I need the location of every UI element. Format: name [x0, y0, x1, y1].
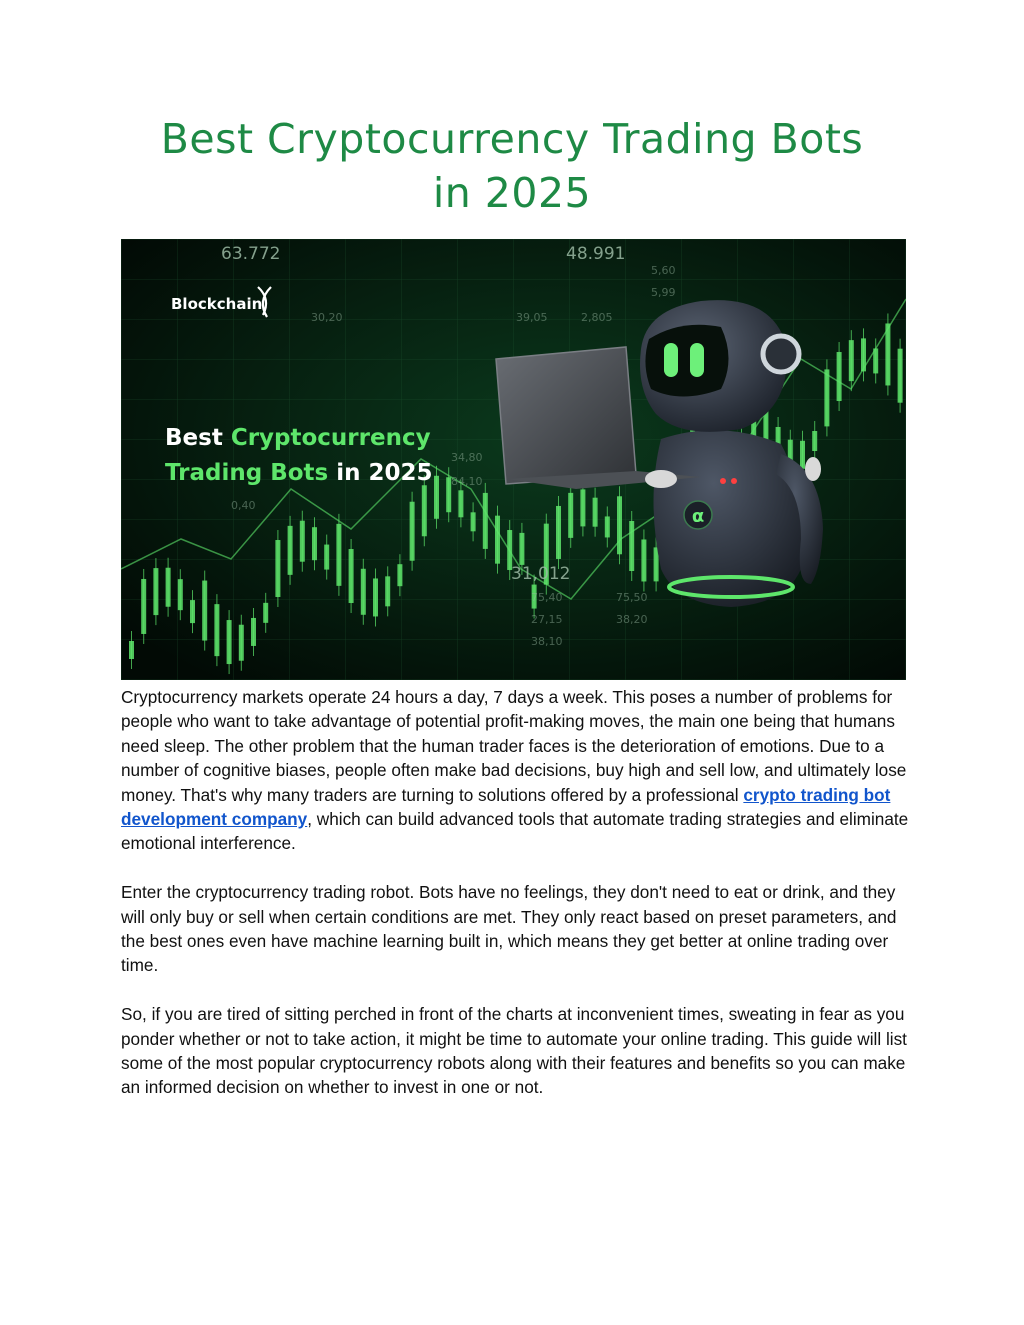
crypto-trading-bot-link[interactable]: crypto trading bot development company: [121, 784, 891, 830]
paragraph-3: So, if you are tired of sitting perched in front of the charts at inconvenient times, sweating in fear as you ponder whether or not to take action, it might be time to automate your online trading. This guide will list some of the most popular cryptocurrency robots along with their features and benefits so you can make an informed decision on whether to invest in one or not.: [121, 1004, 907, 1098]
hero-illustration: [121, 239, 906, 680]
svg-text:Best Cryptocurrency: [165, 425, 431, 451]
headline-green-1: Cryptocurrency: [230, 425, 431, 451]
ticker-value: 38,20: [616, 613, 648, 626]
page-title-line-2: in 2025: [432, 169, 592, 217]
ticker-value: 75,50: [616, 591, 648, 604]
ticker-value: 5,60: [651, 264, 676, 277]
headline-green-2: Trading Bots: [165, 460, 329, 486]
ticker-value: 38,10: [531, 635, 563, 648]
svg-text:Trading Bots in 2025: [165, 460, 433, 486]
paragraph-2: Enter the cryptocurrency trading robot. Bots have no feelings, they don't need to eat or drink, and they will only buy or sell when certain conditions are met. They only react based on preset parameters, and the best ones even have machine learning built in, which means they get better at online trading over time.: [121, 882, 897, 976]
hero-image: [121, 239, 906, 680]
ticker-value: 75,40: [531, 591, 563, 604]
ticker-value: 31,012: [511, 564, 571, 584]
ticker-value: 5,99: [651, 286, 676, 299]
ticker-value: 2,805: [581, 311, 613, 324]
svg-text:α: α: [691, 506, 705, 527]
laptop-screen: [496, 347, 636, 484]
brand-text: Blockchain: [171, 295, 263, 313]
ticker-value: 34,80: [451, 451, 483, 464]
ticker-value: 48.991: [566, 244, 626, 264]
ticker-value: 0,40: [231, 499, 256, 512]
headline-white-2: in 2025: [328, 460, 433, 486]
ticker-value: 63.772: [221, 244, 281, 264]
paragraph-1: Cryptocurrency markets operate 24 hours a day, 7 days a week. This poses a number of problems for people who want to take advantage of potential profit-making moves, the main one being that humans need sleep. The other problem that the human trader faces is the deterioration of emotions. Due to a number of cognitive biases, people often make bad decisions, buy high and sell low, and ultimately lose money. That's why many traders are turning to solutions offered by a professional crypto trading bot development company, which can build advanced tools that automate trading strategies and eliminate emotional interference.: [121, 687, 909, 854]
ticker-value: 27,15: [531, 613, 563, 626]
article-body: [121, 685, 911, 1124]
ticker-value: 39,05: [516, 311, 548, 324]
page-title: [0, 112, 1024, 220]
ticker-value: 84,10: [451, 475, 483, 488]
ticker-value: 30,20: [311, 311, 343, 324]
headline-white-1: Best: [165, 425, 231, 451]
page-title-line-1: Best Cryptocurrency Trading Bots: [160, 115, 864, 163]
